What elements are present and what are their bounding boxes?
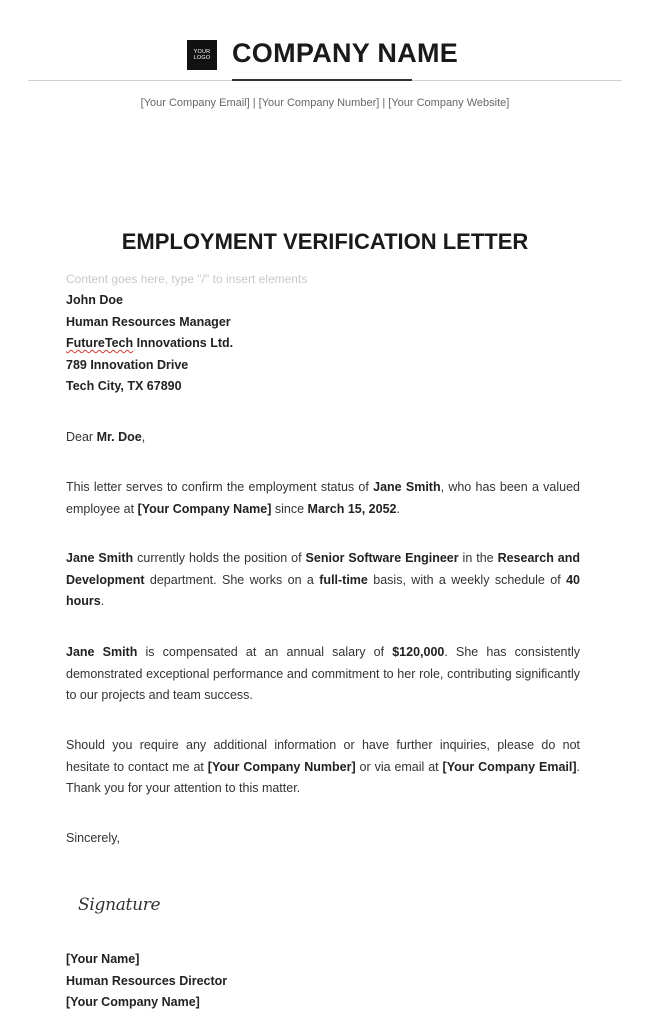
p2-role: Senior Software Engineer	[305, 551, 459, 565]
header-divider-accent	[232, 79, 412, 81]
p2-text: currently holds the position of	[133, 551, 306, 565]
p3-text: . She has consistently demonstrated exceptional performance and commitment to her role, contributing significantly to our projects and team success.	[66, 645, 580, 703]
company-name[interactable]: COMPANY NAME	[232, 38, 459, 68]
company-logo	[187, 40, 217, 70]
p3-employee: Jane Smith	[66, 645, 138, 659]
p3-salary: $120,000	[392, 645, 445, 659]
sender-title: Human Resources Director	[66, 973, 228, 988]
recipient-company	[66, 333, 233, 355]
salutation[interactable]	[66, 427, 580, 449]
p2-text: basis, with a weekly schedule of	[367, 572, 567, 587]
p2-hours: 40 hours	[66, 572, 580, 609]
p1-employee: Jane Smith	[373, 480, 441, 494]
recipient-street: 789 Innovation Drive	[66, 357, 189, 372]
p2-text: department. She works on a	[144, 572, 320, 587]
paragraph-contact[interactable]	[66, 735, 580, 800]
p1-text: This letter serves to confirm the employment status of	[66, 480, 374, 494]
paragraph-position[interactable]	[66, 548, 580, 613]
spellcheck-flagged-word[interactable]: FutureTech	[66, 336, 134, 351]
p2-employee: Jane Smith	[66, 551, 134, 565]
p2-basis: full-time	[319, 572, 368, 587]
recipient-company-rest: Innovations Ltd.	[133, 336, 234, 351]
p1-text: , who has been a valued employee at	[66, 480, 580, 516]
recipient-name: John Doe	[66, 293, 123, 307]
paragraph-compensation[interactable]	[66, 642, 580, 707]
p1-text: .	[396, 501, 400, 516]
p4-text: . Thank you for your attention to this matter.	[66, 759, 580, 796]
p2-department: Research and Development	[66, 551, 581, 587]
p4-email: [Your Company Email]	[442, 759, 577, 774]
p4-text: or via email at	[355, 759, 443, 774]
recipient-address-block[interactable]	[66, 290, 233, 398]
salutation-prefix: Dear	[66, 430, 97, 444]
salutation-suffix: ,	[141, 430, 146, 444]
p1-text: since	[271, 501, 308, 516]
sender-company: [Your Company Name]	[66, 995, 200, 1010]
salutation-name: Mr. Doe	[96, 430, 142, 444]
company-contact-line[interactable]: [Your Company Email] | [Your Company Number] | [Your Company Website]	[140, 97, 510, 109]
recipient-city: Tech City, TX 67890	[66, 379, 182, 394]
logo-text-line2: LOGO	[193, 55, 211, 61]
logo-text-line1: YOUR	[193, 49, 211, 55]
letterhead	[0, 36, 650, 76]
p1-company: [Your Company Name]	[137, 501, 272, 516]
p3-text: is compensated at an annual salary of	[137, 645, 393, 659]
content-placeholder[interactable]: Content goes here, type "/" to insert elements	[66, 272, 308, 286]
p4-number: [Your Company Number]	[207, 759, 356, 774]
sender-name: [Your Name]	[66, 952, 140, 966]
signature[interactable]: Signature	[78, 895, 161, 915]
recipient-position: Human Resources Manager	[66, 314, 231, 329]
p2-text: .	[100, 594, 105, 609]
paragraph-confirmation[interactable]	[66, 477, 580, 520]
letter-title[interactable]: EMPLOYMENT VERIFICATION LETTER	[121, 229, 529, 254]
p4-text: Should you require any additional information or have further inquiries, please do not hesitate to contact me at	[66, 738, 580, 774]
sender-block[interactable]	[66, 949, 227, 1014]
closing[interactable]: Sincerely,	[66, 831, 120, 845]
p2-text: in the	[458, 551, 498, 565]
p1-date: March 15, 2052	[307, 501, 397, 516]
